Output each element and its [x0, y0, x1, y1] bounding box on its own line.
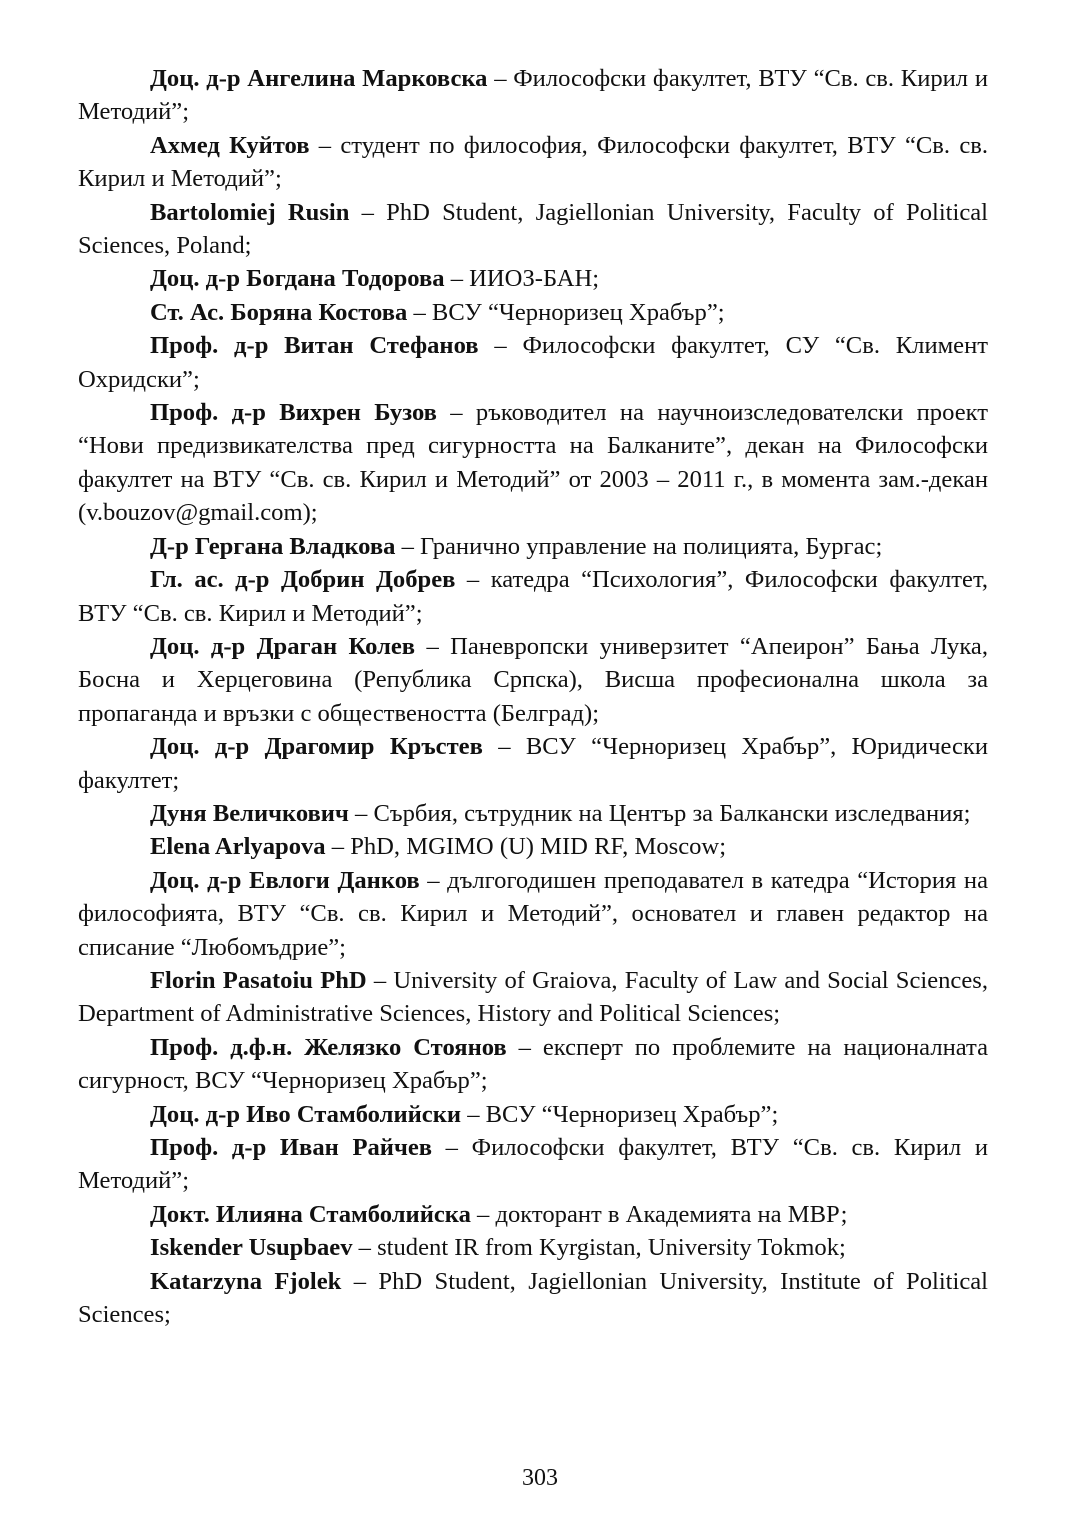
- contributor-name: Доц. д-р Ангелина Марковска: [150, 65, 488, 92]
- contributor-affiliation: – Философски факултет, ВТУ “Св. св. Кирил и Методий”;: [78, 1134, 988, 1195]
- contributor-name: Дуня Величкович: [150, 799, 349, 827]
- contributor-entry: [78, 196, 988, 263]
- contributor-affiliation: – ВСУ “Черноризец Храбър”;: [461, 1100, 779, 1128]
- contributor-name: Доц. д-р Драган Колев: [150, 632, 416, 660]
- contributor-entry: [78, 1098, 988, 1131]
- contributors-list: [78, 62, 988, 1331]
- contributor-affiliation: – дългогодишен преподавател в катедра “История на философията, ВТУ “Св. св. Кирил и Методий”, основател и главен редактор на списание “Любомъдрие”;: [78, 866, 988, 961]
- contributor-name: Доц. д-р Драгомир Кръстев: [150, 733, 483, 761]
- contributor-name: Докт. Илияна Стамболийска: [150, 1200, 471, 1228]
- contributor-affiliation: – Философски факултет, ВТУ “Св. св. Кирил и Методий”;: [78, 65, 988, 126]
- contributor-affiliation: – Гранично управление на полицията, Бургас;: [395, 532, 883, 560]
- contributor-name: Iskender Usupbaev: [150, 1234, 353, 1262]
- contributor-affiliation: – катедра “Психология”, Философски факултет, ВТУ “Св. св. Кирил и Методий”;: [78, 566, 988, 627]
- contributor-entry: [78, 630, 988, 730]
- contributor-affiliation: – ръководител на научноизследователски проект “Нови предизвикателства пред сигурността на Балканите”, декан на Философски факултет на ВТУ “Св. св. Кирил и Методий” от 2003 – 2011 г., в момента зам.-декан (v.bouzov@gmail.com);: [78, 399, 988, 527]
- contributor-entry: [78, 129, 988, 196]
- contributor-entry: [78, 1131, 988, 1198]
- contributor-affiliation: – Паневропски универзитет “Апеирон” Бања Лука, Босна и Херцеговина (Република Српска), Висша професионална школа за пропаганда и връзки с обществеността (Белград);: [78, 632, 988, 727]
- contributor-entry: [78, 530, 988, 563]
- contributor-affiliation: – University of Graiova, Faculty of Law and Social Sciences, Department of Administrative Sciences, History and Political Sciences;: [78, 966, 988, 1028]
- contributor-affiliation: – Философски факултет, СУ “Св. Климент Охридски”;: [78, 332, 988, 393]
- contributor-name: Доц. д-р Богдана Тодорова: [150, 265, 445, 293]
- contributor-entry: [78, 1265, 988, 1332]
- contributor-entry: [78, 730, 988, 797]
- contributor-entry: [78, 262, 988, 295]
- contributor-name: Проф. д-р Иван Райчев: [150, 1134, 433, 1161]
- contributor-affiliation: – PhD, MGIMO (U) MID RF, Moscow;: [325, 833, 727, 861]
- contributor-affiliation: – ВСУ “Черноризец Храбър”;: [407, 298, 725, 326]
- contributor-entry: [78, 563, 988, 630]
- contributor-entry: [78, 797, 988, 830]
- contributor-name: Доц. д-р Иво Стамболийски: [150, 1100, 462, 1128]
- contributor-name: Проф. д-р Витан Стефанов: [150, 332, 479, 360]
- contributor-affiliation: – PhD Student, Jagiellonian University, Faculty of Political Sciences, Poland;: [78, 198, 988, 260]
- contributor-affiliation: – студент по философия, Философски факултет, ВТУ “Св. св. Кирил и Методий”;: [78, 131, 989, 193]
- contributor-affiliation: – student IR from Kyrgistan, University Tokmok;: [352, 1234, 846, 1262]
- contributor-affiliation: – докторант в Академията на МВР;: [470, 1200, 848, 1228]
- contributor-name: Д-р Гергана Владкова: [150, 532, 396, 560]
- contributor-affiliation: – ИИОЗ-БАН;: [444, 265, 600, 293]
- contributor-entry: [78, 62, 988, 129]
- contributor-entry: [78, 396, 988, 530]
- contributor-entry: [78, 1198, 988, 1231]
- contributor-entry: [78, 964, 988, 1031]
- contributor-entry: [78, 1231, 988, 1264]
- contributor-name: Ст. Ас. Боряна Костова: [150, 298, 408, 326]
- contributor-affiliation: – PhD Student, Jagiellonian University, Institute of Political Sciences;: [78, 1267, 988, 1329]
- contributor-name: Ахмед Куйтов: [150, 131, 310, 159]
- contributor-affiliation: – Сърбия, сътрудник на Център за Балкански изследвания;: [348, 799, 971, 827]
- contributor-name: Проф. д.ф.н. Желязко Стоянов: [150, 1033, 507, 1061]
- contributor-name: Katarzyna Fjolek: [150, 1267, 342, 1295]
- contributor-name: Доц. д-р Евлоги Данков: [150, 866, 420, 894]
- contributor-affiliation: – експерт по проблемите на националната сигурност, ВСУ “Черноризец Храбър”;: [78, 1033, 988, 1095]
- contributor-entry: [78, 329, 988, 396]
- contributor-affiliation: – ВСУ “Черноризец Храбър”, Юридически факултет;: [78, 733, 989, 794]
- contributor-entry: [78, 864, 988, 964]
- contributor-entry: [78, 296, 988, 329]
- contributor-entry: [78, 1031, 988, 1098]
- contributor-entry: [78, 830, 988, 863]
- page-number: 303: [522, 1465, 558, 1491]
- contributor-name: Florin Pasatoiu PhD: [150, 966, 367, 994]
- contributor-name: Проф. д-р Вихрен Бузов: [150, 399, 437, 427]
- contributor-name: Bartolomiej Rusin: [150, 198, 350, 226]
- contributor-name: Гл. ас. д-р Добрин Добрев: [150, 566, 456, 594]
- contributor-name: Elena Arlyapova: [150, 833, 326, 861]
